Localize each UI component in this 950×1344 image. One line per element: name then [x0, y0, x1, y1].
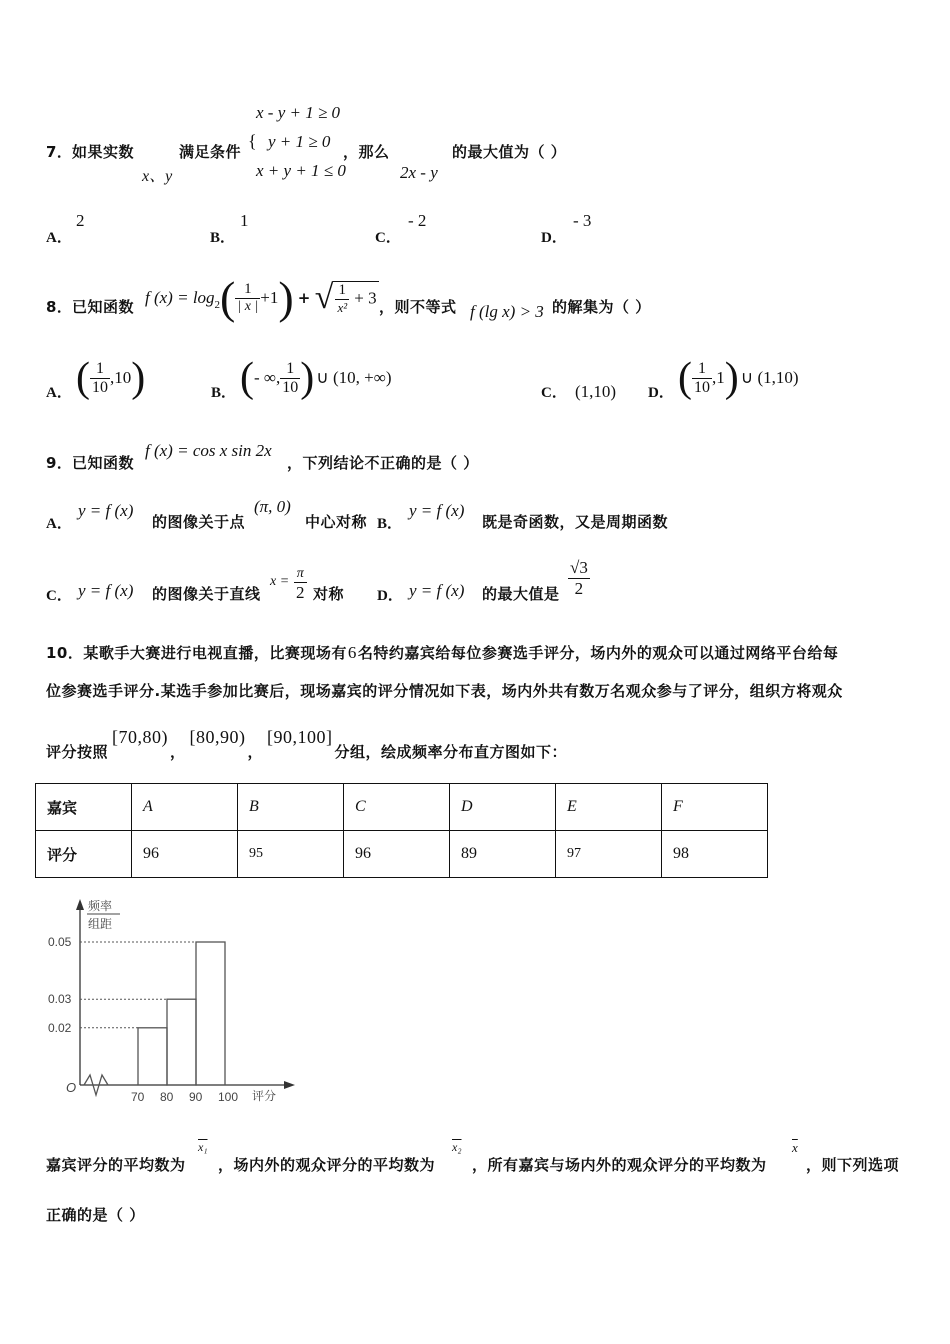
q10-after-text-c: ，所有嘉宾与场内外的观众评分的平均数为 — [472, 1156, 767, 1174]
x-axis-arrow — [284, 1081, 295, 1089]
table-cell-guest: F — [662, 784, 768, 831]
q8-sqrt-body: $\frac{1}{\text{x²}}$ + 3 — [333, 281, 378, 316]
q7-text-b: 满足条件 — [179, 143, 242, 161]
table-cell-score: 98 — [662, 831, 768, 878]
q8-option-c-value: (1,10) — [575, 382, 617, 401]
q7-number: 7． — [46, 143, 73, 161]
q10-mean-x1: x₁ — [198, 1140, 208, 1154]
histogram-bar — [167, 999, 196, 1085]
q9-option-c-label: C． — [46, 588, 72, 604]
table-cell-score: 95 — [238, 831, 344, 878]
q8-inequality: f (lg x) > 3 — [470, 302, 544, 321]
table-cell-guest: E — [556, 784, 662, 831]
table-cell-score: 97 — [556, 831, 662, 878]
q10-after-text-a: 嘉宾评分的平均数为 — [46, 1156, 186, 1174]
q8-option-c-label: C． — [541, 385, 567, 401]
origin-label: O — [66, 1080, 77, 1095]
q9-number: 9． — [46, 454, 73, 472]
y-tick-label: 0.05 — [48, 935, 72, 949]
y-tick-label: 0.02 — [48, 1020, 72, 1035]
q8-option-b: ( - ∞, $\frac{1}{10}$ ) ∪ (10, +∞) — [240, 355, 392, 401]
q9-option-a-point: (π, 0) — [254, 497, 291, 516]
q10-score-table — [35, 783, 768, 878]
q8-log-base: 2 — [214, 299, 221, 311]
q7-option-a-value: 2 — [76, 211, 85, 230]
q9-option-a-label: A． — [46, 516, 72, 532]
q8-text-b: ，则不等式 — [379, 298, 457, 316]
q10-line-3: 评分按照 [70,80) ， [80,90) ， [90,100] 分组，绘成频率分布直方图如下： — [46, 727, 568, 761]
q10-interval-3: [90,100] — [267, 727, 333, 747]
q8-number: 8． — [46, 298, 73, 316]
q7-expression: 2x - y — [400, 163, 438, 182]
q10-after-text-b: ，场内外的观众评分的平均数为 — [218, 1156, 436, 1174]
q8-option-d: ( $\frac{1}{10}$ ,1 ) ∪ (1,10) — [678, 355, 799, 401]
q9-option-b-expr: y = f (x) — [409, 501, 465, 520]
q8-text-a: 已知函数 — [72, 298, 135, 316]
q8-text-c: 的解集为（ ） — [552, 298, 651, 316]
q9-text-a: 已知函数 — [72, 454, 135, 472]
q7-condition-3: x + y + 1 ≤ 0 — [256, 161, 346, 180]
table-cell-score: 96 — [344, 831, 450, 878]
table-cell-guest: A — [132, 784, 238, 831]
q7-condition-1: x - y + 1 ≥ 0 — [256, 103, 341, 122]
q9-option-d-text: 的最大值是 — [482, 585, 560, 603]
table-cell-guest: D — [450, 784, 556, 831]
y-axis-label-bottom: 组距 — [88, 917, 113, 931]
q9-text-b: ，下列结论不正确的是（ ） — [287, 454, 479, 472]
q8-plus1: +1 — [260, 288, 279, 307]
table-row-guests — [36, 784, 768, 831]
q8-function: f (x) = log $_2$ ( $\frac{1}{| x |}$ +1 ) + √ $\frac{1}{\text{x²}}$ + 3 — [145, 272, 377, 323]
table-cell-score: 96 — [132, 831, 238, 878]
table-cell-guest: C — [344, 784, 450, 831]
q10-interval-2: [80,90) — [189, 727, 246, 747]
table-header-score: 评分 — [36, 831, 132, 878]
x-tick-label: 100 — [218, 1090, 239, 1104]
q9-option-c-x: x = — [270, 574, 290, 589]
q9-option-c-text: 的图像关于直线 — [152, 585, 261, 603]
table-cell-guest: B — [238, 784, 344, 831]
table-row-scores — [36, 831, 768, 878]
q8-plus-sign: + — [297, 289, 311, 307]
q7-option-b-value: 1 — [240, 211, 249, 230]
q8-option-a: ( $\frac{1}{10}$ ,10 ) — [76, 355, 146, 401]
q10-after-text-d: ，则下列选项 — [806, 1156, 900, 1174]
x-tick-label: 90 — [189, 1090, 203, 1104]
frequency-histogram — [40, 890, 300, 1110]
q8-option-d-label: D． — [648, 385, 674, 401]
q9-option-d-expr: y = f (x) — [409, 581, 465, 600]
q10-line-1: 10．某歌手大赛进行电视直播，比赛现场有6名特约嘉宾给每位参赛选手评分，场内外的观众可以通过网络平台给每 — [46, 643, 839, 662]
q8-option-a-label: A． — [46, 385, 72, 401]
table-header-guest: 嘉宾 — [36, 784, 132, 831]
q9-option-d-label: D． — [377, 588, 403, 604]
x-axis-label: 评分 — [252, 1089, 277, 1103]
q10-interval-1: [70,80) — [112, 727, 169, 747]
q7-option-a-label: A． — [46, 230, 72, 246]
q9-option-c-text2: 对称 — [313, 585, 345, 603]
table-cell-score: 89 — [450, 831, 556, 878]
q9-function: f (x) = cos x sin 2x — [145, 441, 272, 460]
q10-last-line: 正确的是（ ） — [46, 1206, 145, 1224]
q7-brace: { — [248, 131, 257, 151]
q7-condition-2: y + 1 ≥ 0 — [268, 132, 331, 151]
q9-option-d-fraction: $\frac{√3}{2}$ — [570, 558, 588, 598]
q9-option-c-expr: y = f (x) — [78, 581, 134, 600]
x-tick-label: 70 — [131, 1090, 145, 1104]
q7-vars: x、y — [142, 168, 173, 185]
q9-option-b-text: 既是奇函数，又是周期函数 — [482, 513, 669, 531]
q8-fx: f (x) = log — [145, 288, 215, 307]
q7-text-a: 如果实数 — [72, 143, 135, 161]
q8-option-b-label: B． — [211, 385, 237, 401]
q10-mean-x2: x₂ — [452, 1140, 462, 1154]
q9-option-b-label: B． — [377, 516, 403, 532]
q10-line-2: 位参赛选手评分.某选手参加比赛后，现场嘉宾的评分情况如下表，场内外共有数万名观众参与了评分，组织方将观众 — [46, 682, 843, 700]
q8-fraction: $\frac{1}{| x |}$ — [237, 281, 259, 314]
histogram-bar — [196, 942, 225, 1085]
histogram-bar — [138, 1028, 167, 1085]
q7-option-d-label: D． — [541, 230, 567, 246]
q7-text-d: 的最大值为（ ） — [452, 143, 567, 161]
q9-option-a-text: 的图像关于点 — [152, 513, 246, 531]
q7-text-c: ，那么 — [343, 143, 390, 161]
q7-option-c-label: C． — [375, 230, 401, 246]
y-axis-label-top: 频率 — [88, 899, 113, 913]
q8-sqrt-sign: √ — [314, 279, 334, 316]
q7-option-c-value: - 2 — [408, 211, 427, 230]
q10-mean-x: $\overline{x}$ — [792, 1140, 798, 1155]
y-axis-arrow — [76, 899, 84, 910]
q9-option-a-text2: 中心对称 — [305, 513, 368, 531]
q9-option-c-fraction: π 2 — [296, 566, 305, 602]
q7-option-b-label: B． — [210, 230, 236, 246]
x-tick-label: 80 — [160, 1090, 174, 1104]
q7-option-d-value: - 3 — [573, 211, 592, 230]
y-tick-label: 0.03 — [48, 992, 72, 1007]
q9-option-a-expr: y = f (x) — [78, 501, 134, 520]
